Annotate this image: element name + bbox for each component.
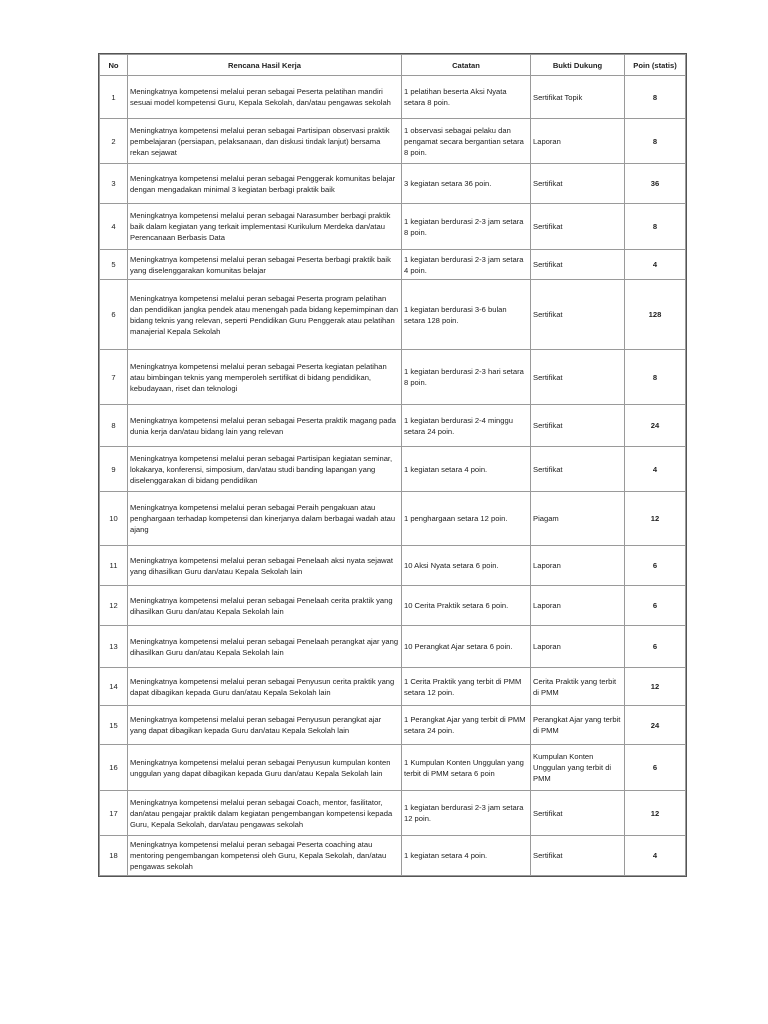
row-catatan: 1 kegiatan berdurasi 2-3 jam setara 4 poin. [402, 250, 531, 280]
row-catatan: 1 kegiatan berdurasi 2-3 jam setara 8 poin. [402, 204, 531, 250]
row-number: 8 [100, 405, 128, 447]
row-poin: 4 [625, 836, 686, 876]
row-poin: 6 [625, 626, 686, 668]
row-number: 11 [100, 546, 128, 586]
row-bukti-dukung: Piagam [531, 492, 625, 546]
header-rencana-hasil-kerja: Rencana Hasil Kerja [128, 55, 402, 76]
row-number: 5 [100, 250, 128, 280]
table-row [100, 668, 686, 706]
row-catatan: 1 kegiatan berdurasi 2-3 hari setara 8 poin. [402, 350, 531, 405]
table-header-row [100, 55, 686, 76]
row-catatan: 1 observasi sebagai pelaku dan pengamat secara bergantian setara 8 poin. [402, 119, 531, 164]
row-bukti-dukung: Sertifikat [531, 204, 625, 250]
row-number: 4 [100, 204, 128, 250]
row-number: 3 [100, 164, 128, 204]
row-bukti-dukung: Laporan [531, 546, 625, 586]
row-rencana-hasil-kerja: Meningkatnya kompetensi melalui peran sebagai Penyusun perangkat ajar yang dapat dibagikan kepada Guru dan/atau Kepala Sekolah lain [128, 706, 402, 745]
row-bukti-dukung: Laporan [531, 119, 625, 164]
table-row [100, 706, 686, 745]
row-rencana-hasil-kerja: Meningkatnya kompetensi melalui peran sebagai Peserta kegiatan pelatihan atau bimbingan teknis yang memperoleh sertifikat di bidang pendidikan, kebudayaan, riset dan teknologi [128, 350, 402, 405]
row-poin: 6 [625, 586, 686, 626]
row-bukti-dukung: Sertifikat [531, 836, 625, 876]
header-bukti-dukung: Bukti Dukung [531, 55, 625, 76]
row-number: 12 [100, 586, 128, 626]
row-bukti-dukung: Laporan [531, 626, 625, 668]
row-bukti-dukung: Sertifikat [531, 447, 625, 492]
row-poin: 8 [625, 119, 686, 164]
row-catatan: 1 Cerita Praktik yang terbit di PMM setara 12 poin. [402, 668, 531, 706]
row-rencana-hasil-kerja: Meningkatnya kompetensi melalui peran sebagai Peserta coaching atau mentoring pengembangan kompetensi oleh Guru, Kepala Sekolah, dan/atau pengawas sekolah [128, 836, 402, 876]
row-number: 13 [100, 626, 128, 668]
row-catatan: 3 kegiatan setara 36 poin. [402, 164, 531, 204]
row-rencana-hasil-kerja: Meningkatnya kompetensi melalui peran sebagai Partisipan observasi praktik pembelajaran (persiapan, pelaksanaan, dan diskusi tindak lanjut) bersama rekan sejawat [128, 119, 402, 164]
table-row [100, 76, 686, 119]
row-rencana-hasil-kerja: Meningkatnya kompetensi melalui peran sebagai Coach, mentor, fasilitator, dan/atau pengajar praktik dalam kegiatan pengembangan kompetensi kepada Guru, Kepala Sekolah, dan/atau pengawas sekolah [128, 791, 402, 836]
table-row [100, 745, 686, 791]
row-poin: 12 [625, 791, 686, 836]
row-number: 9 [100, 447, 128, 492]
row-rencana-hasil-kerja: Meningkatnya kompetensi melalui peran sebagai Penelaah cerita praktik yang dihasilkan Guru dan/atau Kepala Sekolah lain [128, 586, 402, 626]
row-poin: 8 [625, 76, 686, 119]
row-number: 18 [100, 836, 128, 876]
row-rencana-hasil-kerja: Meningkatnya kompetensi melalui peran sebagai Penyusun kumpulan konten unggulan yang dapat dibagikan kepada Guru dan/atau Kepala Sekolah lain [128, 745, 402, 791]
row-catatan: 1 kegiatan berdurasi 2-4 minggu setara 24 poin. [402, 405, 531, 447]
row-catatan: 1 kegiatan berdurasi 3-6 bulan setara 128 poin. [402, 280, 531, 350]
row-catatan: 1 kegiatan berdurasi 2-3 jam setara 12 poin. [402, 791, 531, 836]
row-rencana-hasil-kerja: Meningkatnya kompetensi melalui peran sebagai Penggerak komunitas belajar dengan mengadakan minimal 3 kegiatan berbagi praktik baik [128, 164, 402, 204]
row-rencana-hasil-kerja: Meningkatnya kompetensi melalui peran sebagai Penelaah perangkat ajar yang dihasilkan Guru dan/atau Kepala Sekolah lain [128, 626, 402, 668]
row-poin: 4 [625, 447, 686, 492]
row-rencana-hasil-kerja: Meningkatnya kompetensi melalui peran sebagai Peserta praktik magang pada dunia kerja dan/atau bidang lain yang relevan [128, 405, 402, 447]
table-row [100, 791, 686, 836]
row-number: 7 [100, 350, 128, 405]
row-rencana-hasil-kerja: Meningkatnya kompetensi melalui peran sebagai Narasumber berbagi praktik baik dalam kegiatan yang terkait implementasi Kurikulum Merdeka dan/atau Perencanaan Berbasis Data [128, 204, 402, 250]
row-bukti-dukung: Sertifikat Topik [531, 76, 625, 119]
row-poin: 8 [625, 204, 686, 250]
table-row [100, 546, 686, 586]
row-rencana-hasil-kerja: Meningkatnya kompetensi melalui peran sebagai Peraih pengakuan atau penghargaan terhadap kompetensi dan kinerjanya dalam berbagai wadah atau ajang [128, 492, 402, 546]
header-no: No [100, 55, 128, 76]
row-bukti-dukung: Sertifikat [531, 791, 625, 836]
rencana-hasil-kerja-table [99, 54, 686, 876]
header-catatan: Catatan [402, 55, 531, 76]
row-bukti-dukung: Sertifikat [531, 405, 625, 447]
table-row [100, 350, 686, 405]
row-rencana-hasil-kerja: Meningkatnya kompetensi melalui peran sebagai Penelaah aksi nyata sejawat yang dihasilkan Guru dan/atau Kepala Sekolah lain [128, 546, 402, 586]
row-number: 6 [100, 280, 128, 350]
row-poin: 36 [625, 164, 686, 204]
row-catatan: 10 Cerita Praktik setara 6 poin. [402, 586, 531, 626]
row-bukti-dukung: Perangkat Ajar yang terbit di PMM [531, 706, 625, 745]
row-bukti-dukung: Kumpulan Konten Unggulan yang terbit di PMM [531, 745, 625, 791]
row-poin: 8 [625, 350, 686, 405]
row-catatan: 1 Kumpulan Konten Unggulan yang terbit di PMM setara 6 poin [402, 745, 531, 791]
header-poin: Poin (statis) [625, 55, 686, 76]
table-row [100, 119, 686, 164]
row-number: 2 [100, 119, 128, 164]
table-row [100, 250, 686, 280]
row-catatan: 1 kegiatan setara 4 poin. [402, 447, 531, 492]
row-bukti-dukung: Cerita Praktik yang terbit di PMM [531, 668, 625, 706]
table-row [100, 164, 686, 204]
table-row [100, 280, 686, 350]
table-row [100, 836, 686, 876]
row-bukti-dukung: Sertifikat [531, 350, 625, 405]
row-rencana-hasil-kerja: Meningkatnya kompetensi melalui peran sebagai Peserta berbagi praktik baik yang diselenggarakan komunitas belajar [128, 250, 402, 280]
row-number: 17 [100, 791, 128, 836]
row-bukti-dukung: Sertifikat [531, 280, 625, 350]
row-catatan: 1 kegiatan setara 4 poin. [402, 836, 531, 876]
table-row [100, 626, 686, 668]
row-number: 14 [100, 668, 128, 706]
table-row [100, 204, 686, 250]
row-bukti-dukung: Laporan [531, 586, 625, 626]
row-number: 15 [100, 706, 128, 745]
row-number: 1 [100, 76, 128, 119]
row-poin: 6 [625, 546, 686, 586]
row-number: 10 [100, 492, 128, 546]
row-bukti-dukung: Sertifikat [531, 250, 625, 280]
table-row [100, 405, 686, 447]
row-poin: 6 [625, 745, 686, 791]
row-poin: 24 [625, 706, 686, 745]
table-row [100, 447, 686, 492]
row-catatan: 1 penghargaan setara 12 poin. [402, 492, 531, 546]
table-row [100, 492, 686, 546]
row-poin: 128 [625, 280, 686, 350]
row-poin: 24 [625, 405, 686, 447]
row-number: 16 [100, 745, 128, 791]
row-catatan: 10 Aksi Nyata setara 6 poin. [402, 546, 531, 586]
row-catatan: 10 Perangkat Ajar setara 6 poin. [402, 626, 531, 668]
row-catatan: 1 Perangkat Ajar yang terbit di PMM setara 24 poin. [402, 706, 531, 745]
row-rencana-hasil-kerja: Meningkatnya kompetensi melalui peran sebagai Peserta program pelatihan dan pendidikan jangka pendek atau menengah pada bidang kepemimpinan dan bidang teknis yang relevan, seperti Pendidikan Guru Penggerak atau pelatihan manajerial Kepala Sekolah [128, 280, 402, 350]
row-bukti-dukung: Sertifikat [531, 164, 625, 204]
row-poin: 12 [625, 668, 686, 706]
row-rencana-hasil-kerja: Meningkatnya kompetensi melalui peran sebagai Peserta pelatihan mandiri sesuai model kompetensi Guru, Kepala Sekolah, dan/atau pengawas sekolah [128, 76, 402, 119]
table-row [100, 586, 686, 626]
row-rencana-hasil-kerja: Meningkatnya kompetensi melalui peran sebagai Partisipan kegiatan seminar, lokakarya, konferensi, simposium, dan/atau studi banding lapangan yang diselenggarakan di bidang pendidikan [128, 447, 402, 492]
row-poin: 12 [625, 492, 686, 546]
row-catatan: 1 pelatihan beserta Aksi Nyata setara 8 poin. [402, 76, 531, 119]
row-rencana-hasil-kerja: Meningkatnya kompetensi melalui peran sebagai Penyusun cerita praktik yang dapat dibagikan kepada Guru dan/atau Kepala Sekolah lain [128, 668, 402, 706]
row-poin: 4 [625, 250, 686, 280]
